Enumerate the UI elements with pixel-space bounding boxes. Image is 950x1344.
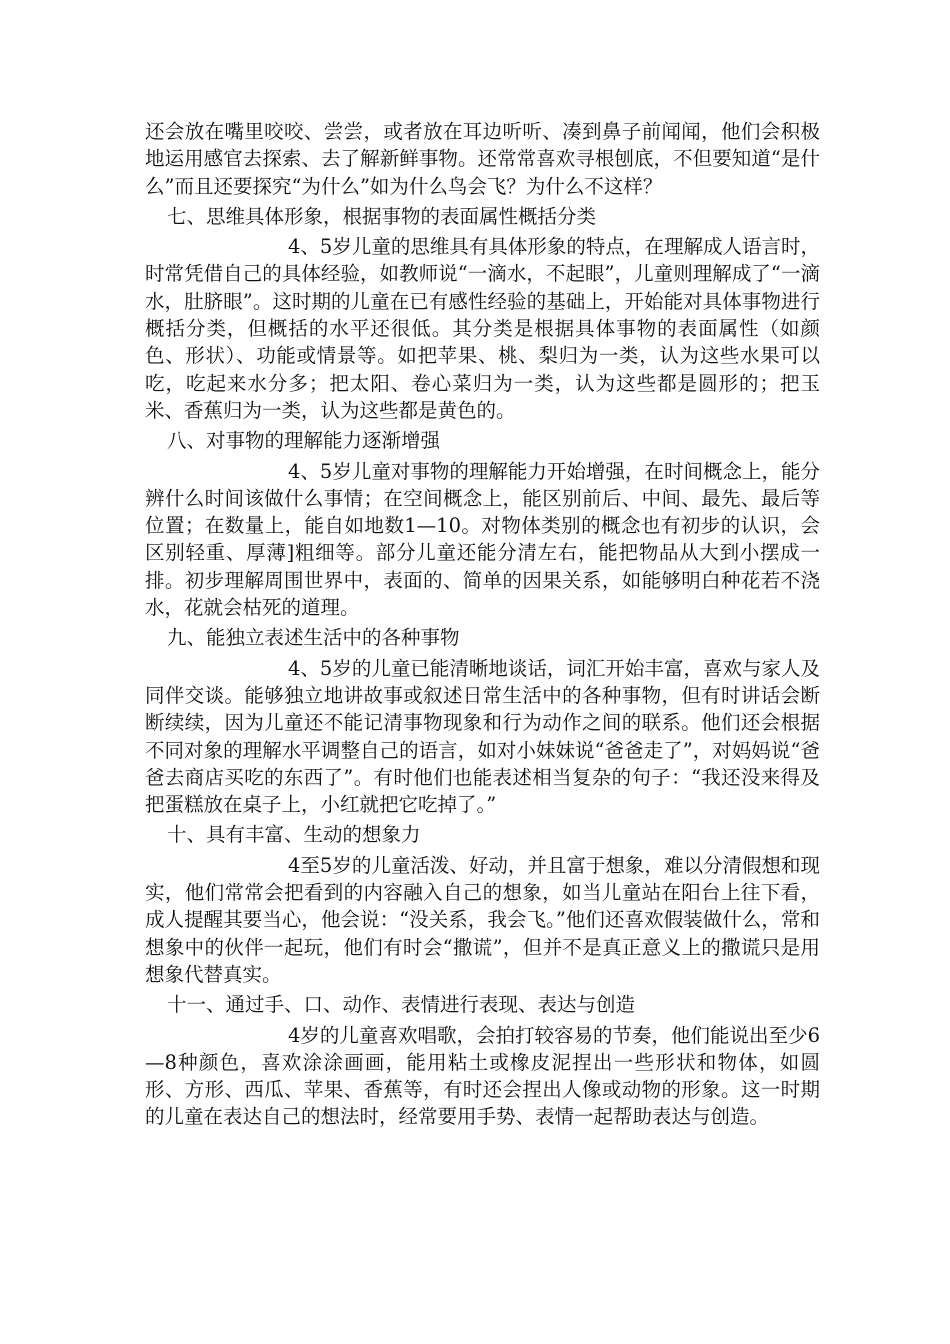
section-body-7: 4、5岁儿童的思维具有具体形象的特点，在理解成人语言时，时常凭借自己的具体经验，如教师说“一滴水，不起眼”，儿童则理解成了“一滴水，肚脐眼”。这时期的儿童在已有感性经验的基础上，开始能对具体事物进行概括分类，但概括的水平还很低。其分类是根据具体事物的表面属性（如颜色、形状）、功能或情景等。如把苹果、桃、梨归为一类，认为这些水果可以吃，吃起来水分多；把太阳、卷心菜归为一类，认为这些都是圆形的；把玉米、香蕉归为一类，认为这些都是黄色的。: [145, 235, 820, 422]
section-heading-7: 七、思维具体形象，根据事物的表面属性概括分类: [167, 204, 597, 228]
section-body-10: 4至5岁的儿童活泼、好动，并且富于想象，难以分清假想和现实，他们常常会把看到的内容融入自己的想象，如当儿童站在阳台上往下看，成人提醒其要当心，他会说：“没关系，我会飞。”他们还喜欢假装做什么，常和想象中的伙伴一起玩，他们有时会“撒谎”，但并不是真正意义上的撒谎只是用想象代替真实。: [145, 853, 820, 986]
paragraph-continued: 还会放在嘴里咬咬、尝尝，或者放在耳边听听、凑到鼻子前闻闻，他们会积极地运用感官去探索、去了解新鲜事物。还常常喜欢寻根刨底，不但要知道“是什么”而且还要探究“为什么”如为什么鸟会飞？为什么不这样？: [145, 120, 820, 198]
section-heading-11: 十一、通过手、口、动作、表情进行表现、表达与创造: [167, 993, 636, 1017]
section-heading-8: 八、对事物的理解能力逐渐增强: [167, 429, 441, 453]
section-heading-9: 九、能独立表述生活中的各种事物: [167, 626, 460, 650]
document-page: [145, 118, 820, 1131]
section-body-11: 4岁的儿童喜欢唱歌，会拍打较容易的节奏，他们能说出至少6—8种颜色，喜欢涂涂画画，能用粘土或橡皮泥捏出一些形状和物体，如圆形、方形、西瓜、苹果、香蕉等，有时还会捏出人像或动物的形象。这一时期的儿童在表达自己的想法时，经常要用手势、表情一起帮助表达与创造。: [145, 1023, 820, 1129]
section-body-9: 4、5岁的儿童已能清晰地谈话，词汇开始丰富，喜欢与家人及同伴交谈。能够独立地讲故事或叙述日常生活中的各种事物，但有时讲话会断断续续，因为儿童还不能记清事物现象和行为动作之间的联系。他们还会根据不同对象的理解水平调整自己的语言，如对小妹妹说“爸爸走了”，对妈妈说“爸爸去商店买吃的东西了”。有时他们也能表述相当复杂的句子：“我还没来得及把蛋糕放在桌子上，小红就把它吃掉了。”: [145, 656, 820, 817]
section-heading-10: 十、具有丰富、生动的想象力: [167, 823, 421, 847]
section-body-8: 4、5岁儿童对事物的理解能力开始增强，在时间概念上，能分辨什么时间该做什么事情；在空间概念上，能区别前后、中间、最先、最后等位置；在数量上，能自如地数1—10。对物体类别的概念也有初步的认识，会区别轻重、厚薄]粗细等。部分儿童还能分清左右，能把物品从大到小摆成一排。初步理解周围世界中，表面的、简单的因果关系，如能够明白种花若不浇水，花就会枯死的道理。: [145, 459, 820, 620]
